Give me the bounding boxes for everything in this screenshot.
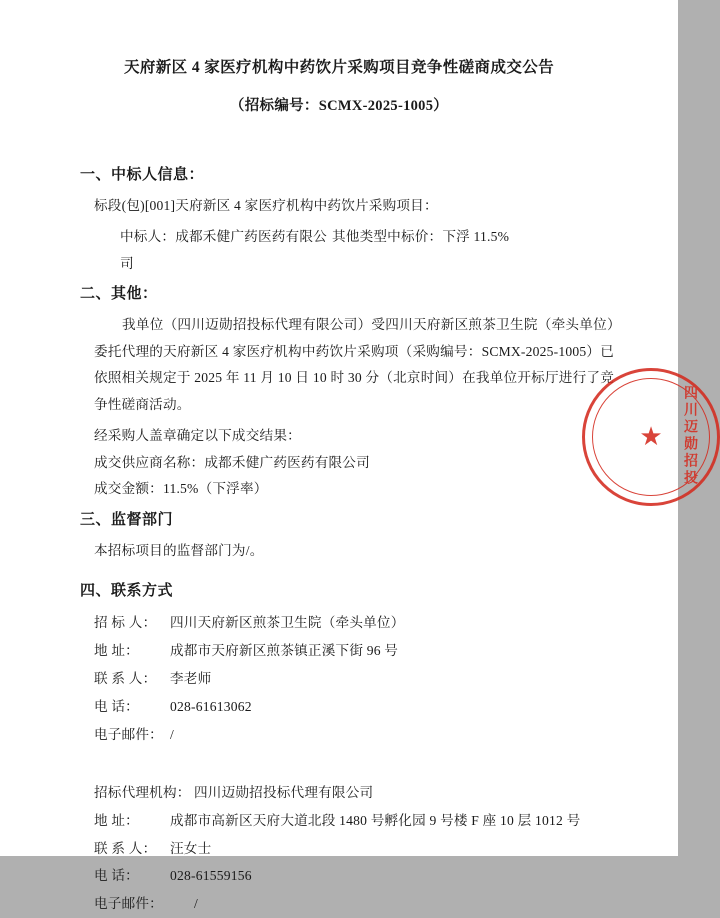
winner-detail-row (62, 224, 616, 277)
agency-contact-block (62, 779, 616, 918)
contact-label: 招标代理机构： (94, 784, 191, 800)
tenderer-contact-block (62, 609, 616, 748)
contact-value: 028-61559156 (170, 868, 252, 884)
contact-label: 电 话： (94, 868, 139, 884)
winner-value: 成都禾健广药医药有限公司 (120, 229, 327, 271)
contact-row (62, 862, 616, 890)
contact-row (62, 890, 616, 918)
contact-row (62, 637, 616, 665)
supplier-name-line: 成交供应商名称：成都禾健广药医药有限公司 (94, 454, 370, 470)
contact-label: 电 话： (94, 699, 139, 715)
section-heading-winner: 一、中标人信息： (80, 166, 205, 183)
lot-package-line: 标段(包)[001]天府新区 4 家医疗机构中药饮片采购项目： (94, 197, 438, 213)
section-heading-contact: 四、联系方式 (80, 583, 174, 600)
contact-row (62, 609, 616, 637)
seal-star-icon: ★ (639, 422, 663, 451)
amount-line: 成交金额：11.5%（下浮率） (94, 481, 268, 497)
winner-label: 中标人： (120, 229, 176, 245)
contact-row (62, 779, 616, 807)
contact-row (62, 721, 616, 749)
winner-price-cell (332, 224, 509, 251)
contact-value: 四川天府新区煎茶卫生院（牵头单位） (170, 615, 405, 631)
section-heading-others: 二、其他： (80, 286, 158, 303)
result-intro-line: 经采购人盖章确定以下成交结果： (94, 428, 301, 444)
contact-label: 联 系 人： (94, 671, 157, 687)
others-paragraph: 我单位（四川迈勋招投标代理有限公司）受四川天府新区煎茶卫生院（牵头单位）委托代理的天府新区 4 家医疗机构中药饮片采购项（采购编号：SCMX-2025-1005）已依照相关规定于 2025 年 11 月 10 日 10 时 30 分（北京时间）在我单位开标厅进行了竞争性磋商活动。 (94, 317, 614, 412)
contact-label: 地 址： (94, 643, 139, 659)
contact-value: 汪女士 (170, 840, 212, 856)
contact-label: 地 址： (94, 812, 139, 828)
contact-value: 028-61613062 (170, 699, 252, 715)
contact-row (62, 835, 616, 863)
page-title: 天府新区 4 家医疗机构中药饮片采购项目竞争性磋商成交公告 (123, 59, 555, 76)
contact-label: 联 系 人： (94, 840, 157, 856)
tender-number-subtitle: （招标编号：SCMX-2025-1005） (229, 97, 449, 114)
contact-value: / (170, 726, 174, 742)
contact-label: 电子邮件： (94, 726, 163, 742)
contact-row (62, 807, 616, 835)
section-heading-supervision: 三、监督部门 (80, 511, 174, 528)
contact-value: 成都市高新区天府大道北段 1480 号孵化园 9 号楼 F 座 10 层 1012 号 (170, 812, 581, 828)
contact-row (62, 693, 616, 721)
price-value: 下浮 11.5% (442, 229, 510, 245)
contact-value: 四川迈勋招投标代理有限公司 (194, 784, 374, 800)
contact-label: 招 标 人： (94, 615, 157, 631)
price-label: 其他类型中标价： (332, 229, 443, 245)
contact-value: 李老师 (170, 671, 212, 687)
winner-name-cell (120, 224, 332, 277)
contact-value: 成都市天府新区煎茶镇正溪下街 96 号 (170, 643, 399, 659)
seal-text: 四川迈勋招投 (682, 385, 697, 487)
contact-value: / (194, 896, 198, 912)
supervision-paragraph: 本招标项目的监督部门为/。 (94, 542, 264, 558)
contact-row (62, 665, 616, 693)
contact-label: 电子邮件： (94, 896, 163, 912)
